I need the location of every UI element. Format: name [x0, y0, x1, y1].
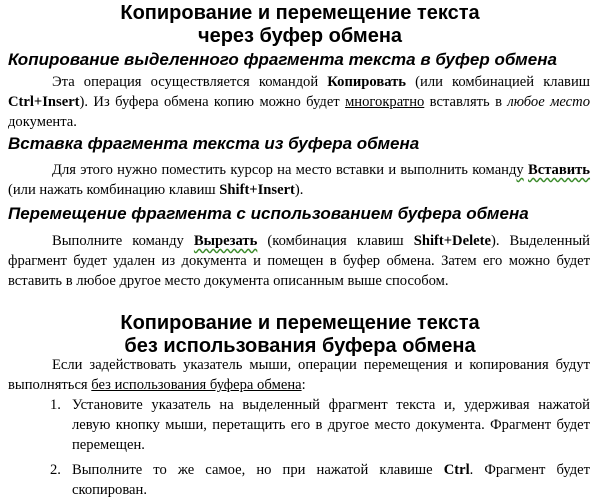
list-number: 2. [50, 462, 61, 478]
list-item [8, 395, 590, 455]
text-run: Если задействовать указатель мыши, операции перемещения и копирования будут выполняться [8, 357, 590, 393]
steps-list [8, 395, 590, 500]
text-run: вставлять в [424, 94, 508, 110]
heading-move-via-clipboard: Перемещение фрагмента с использованием буфера обмена [8, 204, 529, 223]
keys-shift-insert: Shift+Insert [219, 182, 295, 198]
text-run: Для этого нужно поместить курсор на место вставки и выполнить команд [52, 162, 517, 178]
command-cut: Вырезать [193, 233, 258, 249]
heading-paste-from-clipboard: Вставка фрагмента текста из буфера обмена [8, 134, 420, 153]
title-line-2: через буфер обмена [197, 25, 403, 47]
title-line-1: Копирование и перемещение текста [120, 312, 480, 334]
spellcheck-mark: у [516, 162, 524, 178]
text-run: ). Из буфера обмена копию можно будет [79, 94, 346, 110]
text-run: документа. [8, 114, 77, 130]
key-ctrl: Ctrl [443, 462, 470, 478]
page-title-clipboard [0, 2, 600, 48]
command-paste: Вставить [527, 162, 591, 178]
text-run: Выполните команду [52, 233, 194, 249]
text-run: Эта операция осуществляется командой [52, 74, 328, 90]
keys-ctrl-insert: Ctrl+Insert [8, 94, 80, 110]
text-run: : [301, 377, 306, 393]
text-run: ). Выделенный фрагмент будет удален из документа и помещен в буфер обмена. Затем его можно будет вставить в любое другое место документа описанным выше способом. [8, 233, 590, 289]
list-number: 1. [50, 397, 61, 413]
title-line-2: без использования буфера обмена [124, 335, 476, 357]
paragraph-paste [8, 160, 590, 200]
underlined-without-clipboard: без использования буфера обмена [91, 377, 302, 393]
italic-any-place: любое место [507, 94, 590, 110]
paragraph-copy [8, 72, 590, 132]
command-copy: Копировать [327, 74, 407, 90]
list-item-text: Выполните то же самое, но при нажатой клавише [72, 462, 444, 478]
text-run: (комбинация клавиш [257, 233, 414, 249]
heading-copy-to-clipboard: Копирование выделенного фрагмента текста в буфер обмена [8, 50, 557, 69]
text-run: (или комбинацией клавиш [406, 74, 590, 90]
title-line-1: Копирование и перемещение текста [120, 2, 480, 24]
keys-shift-delete: Shift+Delete [413, 233, 491, 249]
section-title-no-clipboard [0, 312, 600, 358]
list-item [8, 460, 590, 500]
list-item-text: Установите указатель на выделенный фрагмент текста и, удерживая нажатой левую кнопку мыши, перетащить его в другое место документа. Фрагмент будет перемещен. [72, 397, 590, 453]
paragraph-mouse [8, 355, 590, 395]
underlined-many-times: многократно [345, 94, 425, 110]
paragraph-move [8, 231, 590, 291]
list-item-text: . Фрагмент будет скопирован. [72, 462, 590, 498]
text-run: (или нажать комбинацию клавиш [8, 182, 220, 198]
text-run: ). [294, 182, 304, 198]
